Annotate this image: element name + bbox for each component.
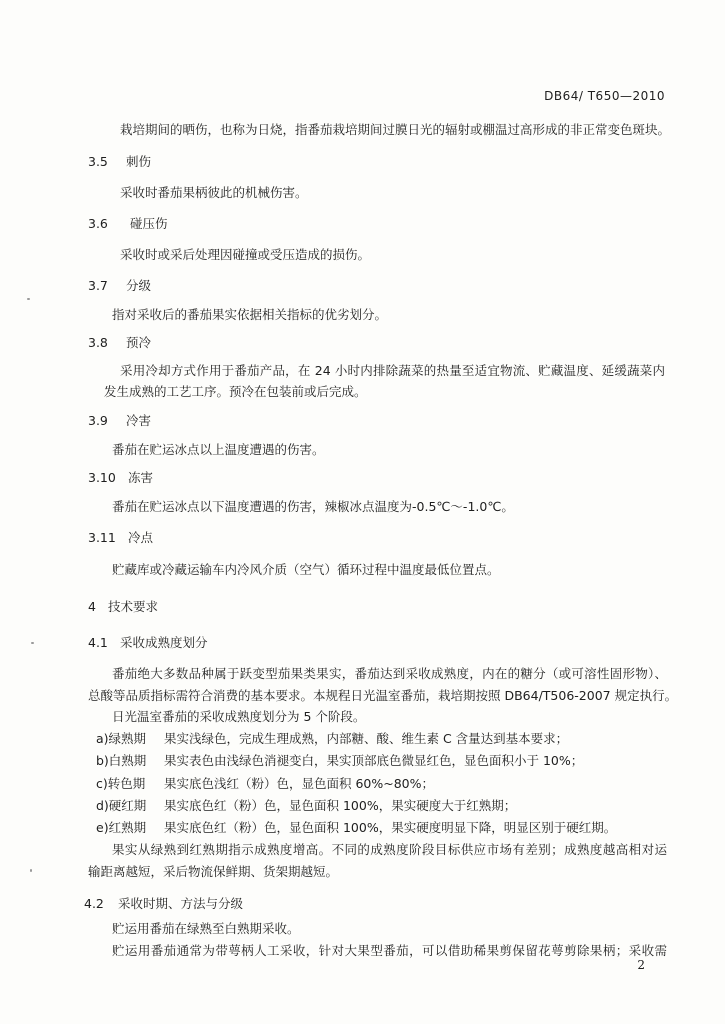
list-item [96,796,516,814]
list-item [96,729,568,747]
paragraph-line: 日光温室番茄的采收成熟度划分为 5 个阶段。 [112,709,366,724]
section-heading-4-1 [88,633,208,651]
stage-label: b)白熟期 [96,753,147,768]
scan-speck [27,298,30,300]
paragraph-line: 总酸等品质指标需符合消费的基本要求。本规程日光温室番茄，栽培期按照 DB64/T506-2007 规定执行。 [88,688,678,703]
scan-speck [30,869,32,872]
section-title: 碰压伤 [130,216,168,231]
paragraph-line: 番茄绝大多数品种属于跃变型茄果类果实，番茄达到采收成熟度，内在的糖分（或可溶性固形物）、 [112,666,667,681]
list-item [96,818,616,836]
stage-label: c)转色期 [96,776,146,791]
stage-description: 果实浅绿色，完成生理成熟，内部糖、酸、维生素 C 含量达到基本要求； [164,731,569,746]
section-title: 刺伤 [126,154,152,169]
section-number: 4 [88,599,96,614]
section-number: 3.10 [88,470,116,485]
section-title: 技术要求 [108,599,159,614]
section-title: 冷点 [128,530,154,545]
paragraph-line: 果实从绿熟到红熟期指示成熟度增高。不同的成熟度阶段目标供应市场有差别；成熟度越高相对运 [112,842,667,857]
stage-description: 果实底色浅红（粉）色，显色面积 60%~80%； [164,776,435,791]
section-title: 冻害 [128,470,154,485]
section-number: 3.7 [88,278,108,293]
section-number: 3.8 [88,335,108,350]
paragraph-line: 贮藏库或冷藏运输车内冷风介质（空气）循环过程中温度最低位置点。 [112,562,500,577]
paragraph-line: 发生成熟的工艺工序。预冷在包装前或后完成。 [104,384,367,399]
paragraph-line: 输距离越短，采后物流保鲜期、货架期越短。 [88,864,339,879]
list-item [96,751,583,769]
stage-label: e)红熟期 [96,820,147,835]
section-heading-3-5 [88,152,151,170]
stage-description: 果实表色由浅绿色消褪变白，果实顶部底色微显红色，显色面积小于 10%； [164,753,584,768]
section-title: 采收成熟度划分 [120,635,208,650]
paragraph-line: 番茄在贮运冰点以下温度遭遇的伤害，辣椒冰点温度为-0.5℃～-1.0℃。 [112,499,514,514]
section-heading-3-9 [88,411,151,429]
standard-code-header: DB64/ T650—2010 [544,89,665,103]
paragraph-line: 栽培期间的晒伤，也称为日烧，指番茄栽培期间过膜日光的辐射或棚温过高形成的非正常变色斑块。 [120,122,671,137]
section-title: 分级 [126,278,152,293]
section-number: 3.5 [88,154,108,169]
section-title: 采收时期、方法与分级 [118,896,244,911]
section-heading-4 [88,597,158,615]
paragraph-line: 采收时番茄果柄彼此的机械伤害。 [120,185,308,200]
section-heading-3-11 [88,528,153,546]
section-title: 冷害 [126,413,152,428]
section-heading-4-2 [84,894,243,912]
section-heading-3-10 [88,468,153,486]
paragraph-line: 指对采收后的番茄果实依据相关指标的优劣划分。 [112,307,388,322]
page-number: 2 [637,958,645,972]
section-number: 4.2 [84,896,104,911]
stage-description: 果实底色红（粉）色，显色面积 100%，果实硬度大于红熟期； [164,798,517,813]
section-heading-3-8 [88,333,151,351]
paragraph-line: 番茄在贮运冰点以上温度遭遇的伤害。 [112,442,325,457]
stage-label: a)绿熟期 [96,731,147,746]
section-heading-3-7 [88,276,151,294]
section-number: 3.9 [88,413,108,428]
section-number: 4.1 [88,635,108,650]
section-heading-3-6 [88,214,168,232]
stage-description: 果实底色红（粉）色，显色面积 100%，果实硬度明显下降，明显区别于硬红期。 [164,820,617,835]
paragraph-line: 采收时或采后处理因碰撞或受压造成的损伤。 [120,247,371,262]
paragraph-line: 采用冷却方式作用于番茄产品，在 24 小时内排除蔬菜的热量至适宜物流、贮藏温度、延缓蔬菜内 [120,363,665,378]
stage-label: d)硬红期 [96,798,147,813]
paragraph-line: 贮运用番茄通常为带萼柄人工采收，针对大果型番茄，可以借助稀果剪保留花萼剪除果柄；采收需 [112,943,667,958]
scan-speck [31,642,34,644]
paragraph-line: 贮运用番茄在绿熟至白熟期采收。 [112,921,300,936]
list-item [96,774,434,792]
section-number: 3.11 [88,530,116,545]
section-title: 预冷 [126,335,152,350]
section-number: 3.6 [88,216,108,231]
